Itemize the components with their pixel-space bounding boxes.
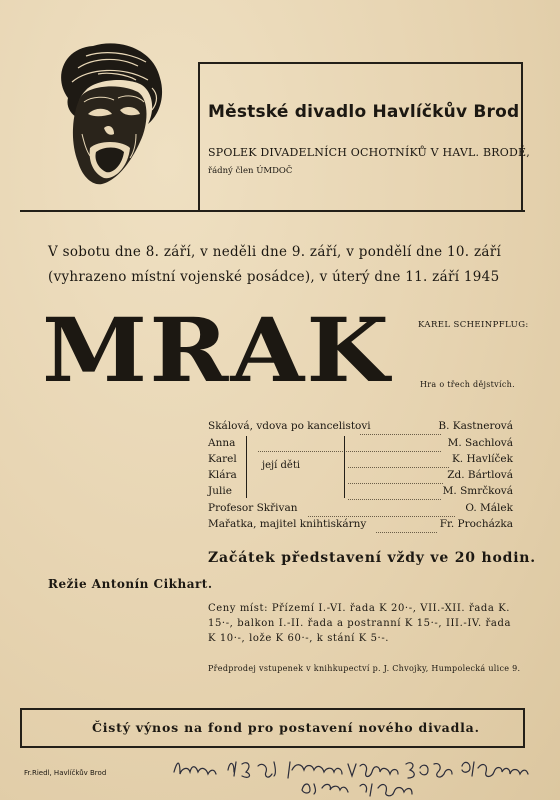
cast-role: Anna bbox=[208, 437, 236, 449]
leader-dots bbox=[376, 518, 437, 533]
leader-dots bbox=[348, 453, 449, 468]
leader-dots bbox=[258, 437, 441, 452]
cast-role: Skálová, vdova po kancelistovi bbox=[208, 420, 371, 432]
cast-row bbox=[208, 502, 513, 518]
header-divider bbox=[20, 210, 525, 212]
cast-row bbox=[208, 437, 513, 453]
leader-dots bbox=[308, 502, 455, 517]
cast-row bbox=[208, 469, 513, 485]
director-credit: Režie Antonín Cikhart. bbox=[48, 577, 213, 591]
proceeds-note: Čistý výnos na fond pro postavení nového divadla. bbox=[92, 720, 480, 735]
performance-dates: V sobotu dne 8. září, v neděli dne 9. září, v pondělí dne 10. září (vyhrazeno místní vojenské posádce), v úterý dne 11. září 1945 bbox=[48, 244, 502, 285]
siblings-bracket-right bbox=[340, 436, 345, 498]
cast-actor: Fr. Procházka bbox=[439, 518, 513, 530]
cast-role: Profesor Skřivan bbox=[208, 502, 298, 514]
printer-credit: Fr.Riedl, Havlíčkův Brod bbox=[24, 769, 107, 777]
cast-role: Mařatka, majitel knihtiskárny bbox=[208, 518, 367, 530]
cast-actor: O. Málek bbox=[465, 502, 513, 514]
theatre-mask-face-icon bbox=[48, 38, 166, 188]
cast-actor: M. Sachlová bbox=[447, 437, 513, 449]
start-time: Začátek představení vždy ve 20 hodin. bbox=[208, 550, 536, 566]
cast-row bbox=[208, 518, 513, 534]
leader-dots bbox=[348, 469, 443, 484]
presale-info: Předprodej vstupenek v knihkupectví p. J. Chvojky, Humpolecká ulice 9. bbox=[208, 664, 521, 673]
society-name: SPOLEK DIVADELNÍCH OCHOTNÍKŮ V HAVL. BRODĚ, bbox=[208, 146, 530, 159]
cast-role: Karel bbox=[208, 453, 237, 465]
cast-role: Klára bbox=[208, 469, 237, 481]
ticket-prices: Ceny míst: Přízemí I.-VI. řada K 20·-, VII.-XII. řada K. 15·-, balkon I.-II. řada a postranní K 15·-, III.-IV. řada K 10·-, lože K 60·-, k stání K 5·-. bbox=[208, 603, 512, 644]
siblings-bracket-left bbox=[246, 436, 251, 498]
theatre-name: Městské divadlo Havlíčkův Brod bbox=[208, 102, 520, 122]
play-author: KAREL SCHEINPFLUG: bbox=[418, 320, 529, 330]
cast-actor: Zd. Bártlová bbox=[447, 469, 513, 481]
header-frame bbox=[198, 62, 523, 210]
cast-role: Julie bbox=[208, 485, 232, 497]
play-title: MRAK bbox=[42, 298, 392, 402]
play-subtitle: Hra o třech dějstvích. bbox=[420, 380, 515, 389]
cast-actor: K. Havlíček bbox=[451, 453, 513, 465]
siblings-label: její děti bbox=[262, 460, 301, 471]
membership-note: řádný člen ÚMDOČ bbox=[208, 166, 293, 176]
cast-actor: M. Smrčková bbox=[442, 485, 513, 497]
cast-row bbox=[208, 420, 513, 436]
cast-row bbox=[208, 453, 513, 469]
leader-dots bbox=[348, 485, 441, 500]
handwritten-note bbox=[172, 752, 552, 798]
cast-actor: B. Kastnerová bbox=[438, 420, 513, 432]
cast-row bbox=[208, 485, 513, 501]
leader-dots bbox=[360, 420, 441, 435]
